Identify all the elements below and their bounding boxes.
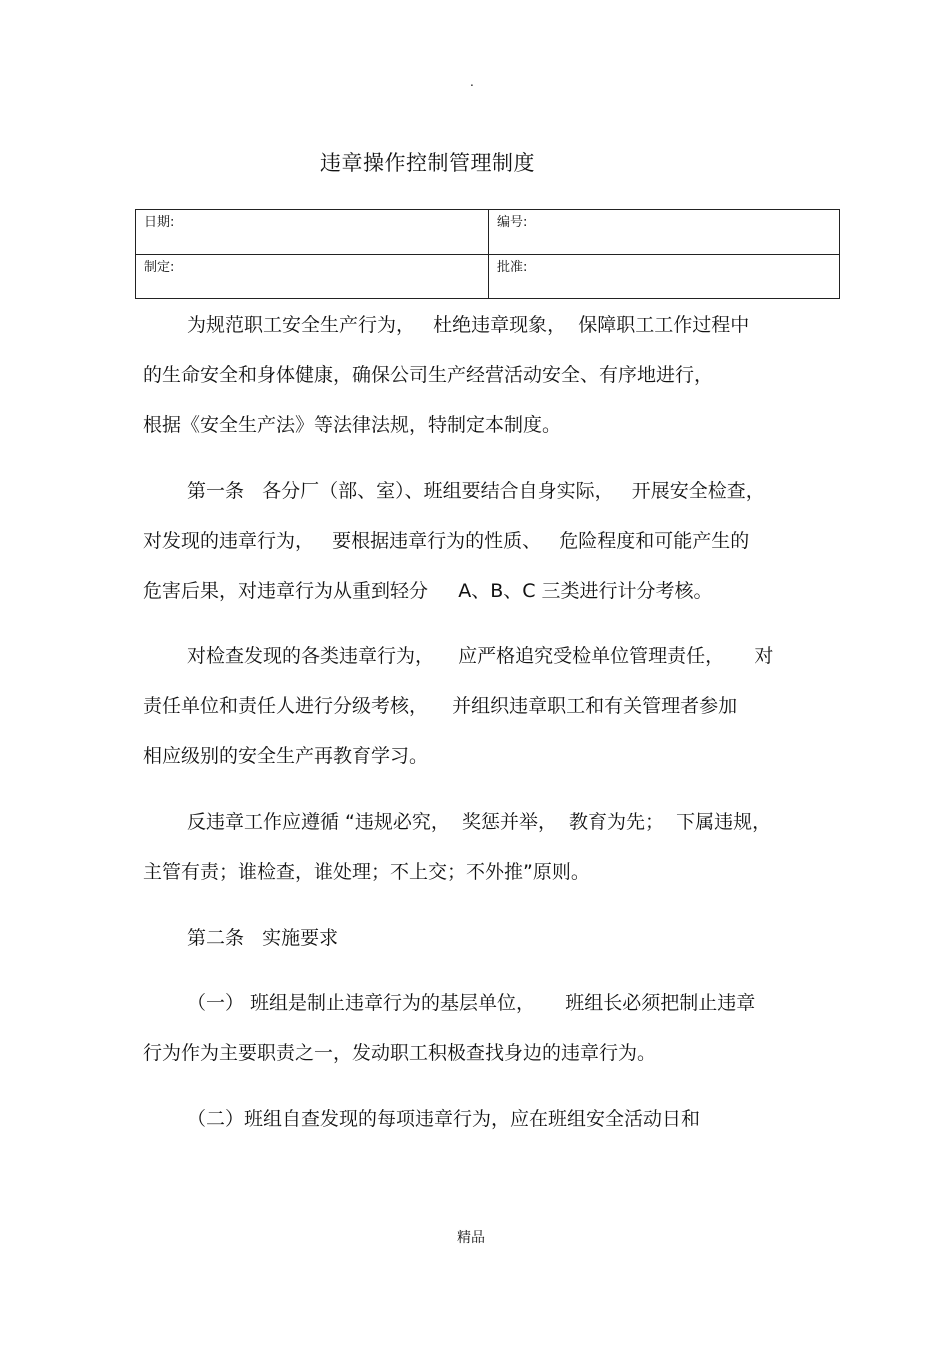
- paragraph-3-line-2: 责任单位和责任人进行分级考核， 并组织违章职工和有关管理者参加: [143, 695, 738, 717]
- paragraph-1-line-1: 为规范职工安全生产行为， 杜绝违章现象， 保障职工工作过程中: [187, 314, 750, 336]
- prepared-cell: 制定:: [136, 254, 489, 299]
- paragraph-2-line-2: 对发现的违章行为， 要根据违章行为的性质、 危险程度和可能产生的: [143, 530, 750, 552]
- paragraph-6-line-1: （一） 班组是制止违章行为的基层单位， 班组长必须把制止违章: [187, 992, 756, 1014]
- paragraph-1-line-3: 根据《安全生产法》等法律法规，特制定本制度。: [143, 414, 562, 436]
- table-row: [136, 210, 840, 255]
- paragraph-7-line-1: （二）班组自查发现的每项违章行为，应在班组安全活动日和: [187, 1108, 701, 1130]
- paragraph-3-line-3: 相应级别的安全生产再教育学习。: [143, 745, 429, 767]
- table-row: [136, 254, 840, 299]
- article-2-heading: 第二条 实施要求: [187, 927, 339, 949]
- document-title: 违章操作控制管理制度: [320, 151, 535, 175]
- paragraph-2-line-3: 危害后果，对违章行为从重到轻分 A、B、C 三类进行计分考核。: [143, 580, 713, 602]
- paragraph-4-line-2: 主管有责；谁检查，谁处理；不上交；不外推”原则。: [143, 861, 590, 883]
- date-cell: 日期:: [136, 210, 489, 255]
- approved-cell: 批准:: [489, 254, 840, 299]
- paragraph-4-line-1: 反违章工作应遵循 “违规必究， 奖惩并举， 教育为先； 下属违规，: [187, 811, 772, 833]
- paragraph-2-line-1: 第一条 各分厂（部、室）、班组要结合自身实际， 开展安全检查，: [187, 480, 765, 502]
- footer-text: 精品: [457, 1230, 485, 1246]
- paragraph-6-line-2: 行为作为主要职责之一，发动职工积极查找身边的违章行为。: [143, 1042, 657, 1064]
- paragraph-3-line-1: 对检查发现的各类违章行为， 应严格追究受检单位管理责任， 对: [187, 645, 774, 667]
- paragraph-1-line-2: 的生命安全和身体健康，确保公司生产经营活动安全、有序地进行，: [143, 364, 714, 386]
- info-table: [135, 209, 840, 299]
- number-cell: 编号:: [489, 210, 840, 255]
- header-dot: .: [470, 75, 474, 89]
